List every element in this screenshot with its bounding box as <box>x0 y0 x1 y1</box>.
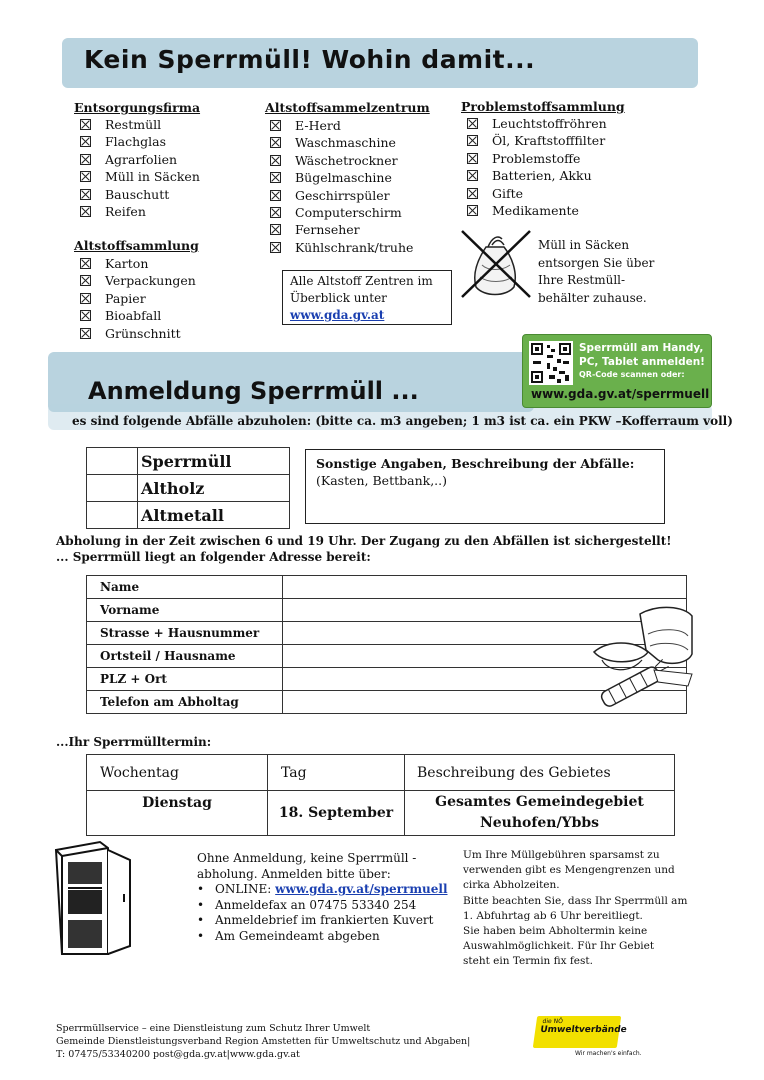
address-field-label: Name <box>87 576 283 599</box>
altstoffsammelzentrum-item <box>270 134 413 151</box>
checked-box-icon <box>80 171 91 182</box>
item-label: Bioabfall <box>105 308 162 324</box>
entsorgungsfirma-heading: Entsorgungsfirma <box>74 100 201 115</box>
online-prefix: ONLINE: <box>215 882 276 897</box>
waste-type-row <box>87 502 290 529</box>
anmelde-options <box>197 882 448 944</box>
altstoffsammelzentrum-item <box>270 187 413 204</box>
address-field-label: Vorname <box>87 599 283 622</box>
checked-box-icon <box>270 207 281 218</box>
item-label: Leuchtstoffröhren <box>492 116 607 131</box>
item-label: Reifen <box>105 203 146 219</box>
altstoffsammlung-item <box>80 255 196 272</box>
address-field-label: PLZ + Ort <box>87 668 283 691</box>
termin-header-tag: Tag <box>268 755 405 791</box>
green-box-line3: QR-Code scannen oder: <box>579 370 685 379</box>
item-label: E-Herd <box>295 118 341 133</box>
altstoffsammlung-item <box>80 307 196 324</box>
waste-amount-cell[interactable] <box>87 448 138 475</box>
checked-box-icon <box>80 189 91 200</box>
item-label: Flachglas <box>105 134 167 150</box>
address-row <box>87 576 687 599</box>
item-label: Computerschirm <box>295 204 402 220</box>
checked-box-icon <box>80 275 91 286</box>
termin-tag: 18. September <box>268 791 405 836</box>
crossed-trash-bag-icon <box>458 225 536 303</box>
hinweis-line: Um Ihre Müllgebühren sparsamst zu <box>463 849 660 861</box>
checked-box-icon <box>467 170 478 181</box>
green-box-line2: PC, Tablet anmelden! <box>579 356 705 368</box>
fax-option: • Anmeldefax an 07475 53340 254 <box>197 898 448 914</box>
checked-box-icon <box>467 135 478 146</box>
sonstige-angaben-box[interactable] <box>305 449 665 524</box>
item-label: Bügelmaschine <box>295 170 392 186</box>
asz-note-line1: Alle Altstoff Zentren im <box>290 274 433 288</box>
checked-box-icon <box>467 153 478 164</box>
bag-note-line4: behälter zuhause. <box>538 290 647 305</box>
bag-note <box>538 237 654 307</box>
item-label: Grünschnitt <box>105 325 181 341</box>
waste-type-table <box>86 447 290 529</box>
waste-amount-cell[interactable] <box>87 475 138 502</box>
address-field-label: Telefon am Abholtag <box>87 691 283 714</box>
item-label: Wäschetrockner <box>295 152 398 168</box>
item-label: Kühlschrank/truhe <box>295 239 414 255</box>
altstoffsammlung-list <box>80 255 196 342</box>
item-label: Öl, Kraftstofffilter <box>492 133 606 149</box>
abholung-line2: ... Sperrmüll liegt an folgender Adresse bereit: <box>56 550 371 564</box>
entsorgungsfirma-item <box>80 116 200 133</box>
checked-box-icon <box>80 310 91 321</box>
checked-box-icon <box>467 118 478 129</box>
altstoffsammelzentrum-item <box>270 204 413 221</box>
asz-note-line2: Überblick unter <box>290 291 387 305</box>
problemstoffsammlung-item <box>467 150 607 167</box>
altstoffsammelzentrum-item <box>270 152 413 169</box>
altstoffsammlung-item <box>80 290 196 307</box>
ohne-anmeldung <box>197 851 448 945</box>
checked-box-icon <box>80 258 91 269</box>
problemstoffsammlung-item <box>467 202 607 219</box>
anmeldung-title: Anmeldung Sperrmüll ... <box>88 377 419 405</box>
sonstige-hint: (Kasten, Bettbank,..) <box>316 473 448 488</box>
entsorgungsfirma-item <box>80 133 200 150</box>
hinweis-line: Auswahlmöglichkeit. Für Ihr Gebiet <box>463 940 655 953</box>
problemstoffsammlung-item <box>467 167 607 184</box>
entsorgungsfirma-item <box>80 203 200 220</box>
bag-note-line2: entsorgen Sie über <box>538 255 655 270</box>
checked-box-icon <box>270 172 281 183</box>
checked-box-icon <box>80 328 91 339</box>
furniture-illustration <box>588 600 698 710</box>
entsorgungsfirma-item <box>80 151 200 168</box>
address-field-input[interactable] <box>283 576 687 599</box>
online-option <box>197 882 448 898</box>
problemstoffsammlung-item <box>467 185 607 202</box>
hinweis-line: cirka Abholzeiten. <box>463 879 560 892</box>
checked-box-icon <box>80 136 91 147</box>
online-link[interactable]: www.gda.gv.at/sperrmuell <box>275 882 448 897</box>
hinweis-line: verwenden gibt es Mengengrenzen und <box>463 864 675 877</box>
qr-code-icon[interactable] <box>529 341 573 385</box>
checked-box-icon <box>467 205 478 216</box>
ohne-anmeldung-line2: abholung. Anmelden bitte über: <box>197 866 391 881</box>
checked-box-icon <box>80 206 91 217</box>
hinweis-line: steht ein Termin fix fest. <box>463 955 593 968</box>
checked-box-icon <box>80 154 91 165</box>
ohne-anmeldung-line1: Ohne Anmeldung, keine Sperrmüll - <box>197 851 417 865</box>
asz-note-link[interactable]: www.gda.gv.at <box>290 308 385 322</box>
logo-name: Umweltverbände <box>539 1025 628 1035</box>
logo-small: die NÖ <box>541 1018 564 1025</box>
green-box-line1: Sperrmüll am Handy, <box>579 342 704 354</box>
asz-list <box>270 117 413 256</box>
item-label: Batterien, Akku <box>492 168 592 184</box>
item-label: Müll in Säcken <box>105 169 200 185</box>
bag-note-line3: Ihre Restmüll- <box>538 273 626 287</box>
waste-type-label: Altmetall <box>138 502 290 529</box>
checked-box-icon <box>270 224 281 235</box>
altstoffsammlung-item <box>80 325 196 342</box>
item-label: Geschirrspüler <box>295 187 390 203</box>
item-label: Gifte <box>492 185 524 201</box>
item-label: Restmüll <box>105 117 162 132</box>
logo-slogan: Wir machen's einfach. <box>575 1050 642 1057</box>
entsorgungsfirma-item <box>80 186 200 203</box>
entsorgungsfirma-item <box>80 168 200 185</box>
footer <box>56 1022 470 1061</box>
termin-header-gebiet: Beschreibung des Gebietes <box>405 755 675 791</box>
checked-box-icon <box>270 242 281 253</box>
checked-box-icon <box>270 120 281 131</box>
altstoffsammlung-heading: Altstoffsammlung <box>74 238 199 253</box>
asz-heading: Altstoffsammelzentrum <box>265 100 430 115</box>
sonstige-heading: Sonstige Angaben, Beschreibung der Abfälle: <box>316 456 635 471</box>
termin-header-wochentag: Wochentag <box>87 755 268 791</box>
altstoffsammelzentrum-item <box>270 239 413 256</box>
hinweis-line: Bitte beachten Sie, dass Ihr Sperrmüll am <box>463 894 688 907</box>
termin-table <box>86 754 675 836</box>
problemstoffsammlung-item <box>467 115 607 132</box>
hinweis-text <box>463 848 687 970</box>
anmeldung-subtitle: es sind folgende Abfälle abzuholen: (bitte ca. m3 angeben; 1 m3 ist ca. ein PKW –Kofferraum voll) <box>72 414 733 428</box>
problemstoff-heading: Problemstoffsammlung <box>461 99 625 114</box>
waste-type-row <box>87 475 290 502</box>
item-label: Papier <box>105 290 146 306</box>
green-info-box[interactable] <box>522 334 712 408</box>
termin-label: ...Ihr Sperrmülltermin: <box>56 735 212 749</box>
gemeindeamt-option: • Am Gemeindeamt abgeben <box>197 929 448 945</box>
checked-box-icon <box>80 293 91 304</box>
problemstoff-list <box>467 115 607 219</box>
cabinet-illustration <box>44 838 140 958</box>
item-label: Problemstoffe <box>492 150 581 166</box>
waste-type-label: Altholz <box>138 475 290 502</box>
item-label: Bauschutt <box>105 186 170 202</box>
footer-line3: T: 07475/53340200 post@gda.gv.at|www.gda.gv.at <box>56 1049 300 1060</box>
hinweis-line: Sie haben beim Abholtermin keine <box>463 925 648 938</box>
altstoffsammlung-item <box>80 272 196 289</box>
address-field-label: Ortsteil / Hausname <box>87 645 283 668</box>
termin-gebiet <box>405 791 675 836</box>
altstoffsammelzentrum-item <box>270 117 413 134</box>
altstoffsammelzentrum-item <box>270 221 413 238</box>
problemstoffsammlung-item <box>467 132 607 149</box>
altstoffsammelzentrum-item <box>270 169 413 186</box>
checked-box-icon <box>80 119 91 130</box>
entsorgungsfirma-list <box>80 116 200 220</box>
footer-line1: Sperrmüllservice – eine Dienstleistung zum Schutz Ihrer Umwelt <box>56 1023 371 1034</box>
checked-box-icon <box>270 137 281 148</box>
termin-gebiet-line2: Neuhofen/Ybbs <box>479 815 600 831</box>
item-label: Medikamente <box>492 202 579 218</box>
bag-note-line1: Müll in Säcken <box>538 238 630 252</box>
item-label: Agrarfolien <box>105 151 178 167</box>
umweltverbaende-logo <box>533 1016 628 1048</box>
checked-box-icon <box>270 155 281 166</box>
termin-gebiet-line1: Gesamtes Gemeindegebiet <box>435 794 644 810</box>
hinweis-line: 1. Abfuhrtag ab 6 Uhr bereitliegt. <box>463 909 643 922</box>
abholung-line1: Abholung in der Zeit zwischen 6 und 19 Uhr. Der Zugang zu den Abfällen ist sichergestellt! <box>56 534 672 548</box>
footer-line2: Gemeinde Dienstleistungsverband Region Amstetten für Umweltschutz und Abgaben| <box>56 1036 471 1047</box>
termin-wochentag: Dienstag <box>87 791 268 836</box>
item-label: Karton <box>105 256 149 271</box>
item-label: Waschmaschine <box>295 135 396 151</box>
brief-option: • Anmeldebrief im frankierten Kuvert <box>197 913 448 929</box>
green-box-url[interactable]: www.gda.gv.at/sperrmuell <box>531 387 710 401</box>
checked-box-icon <box>467 188 478 199</box>
waste-type-row <box>87 448 290 475</box>
asz-note-box <box>282 270 452 325</box>
checked-box-icon <box>270 190 281 201</box>
waste-type-label: Sperrmüll <box>138 448 290 475</box>
address-field-label: Strasse + Hausnummer <box>87 622 283 645</box>
page-title: Kein Sperrmüll! Wohin damit... <box>84 45 536 74</box>
item-label: Verpackungen <box>105 273 196 289</box>
item-label: Fernseher <box>295 222 360 238</box>
waste-amount-cell[interactable] <box>87 502 138 529</box>
